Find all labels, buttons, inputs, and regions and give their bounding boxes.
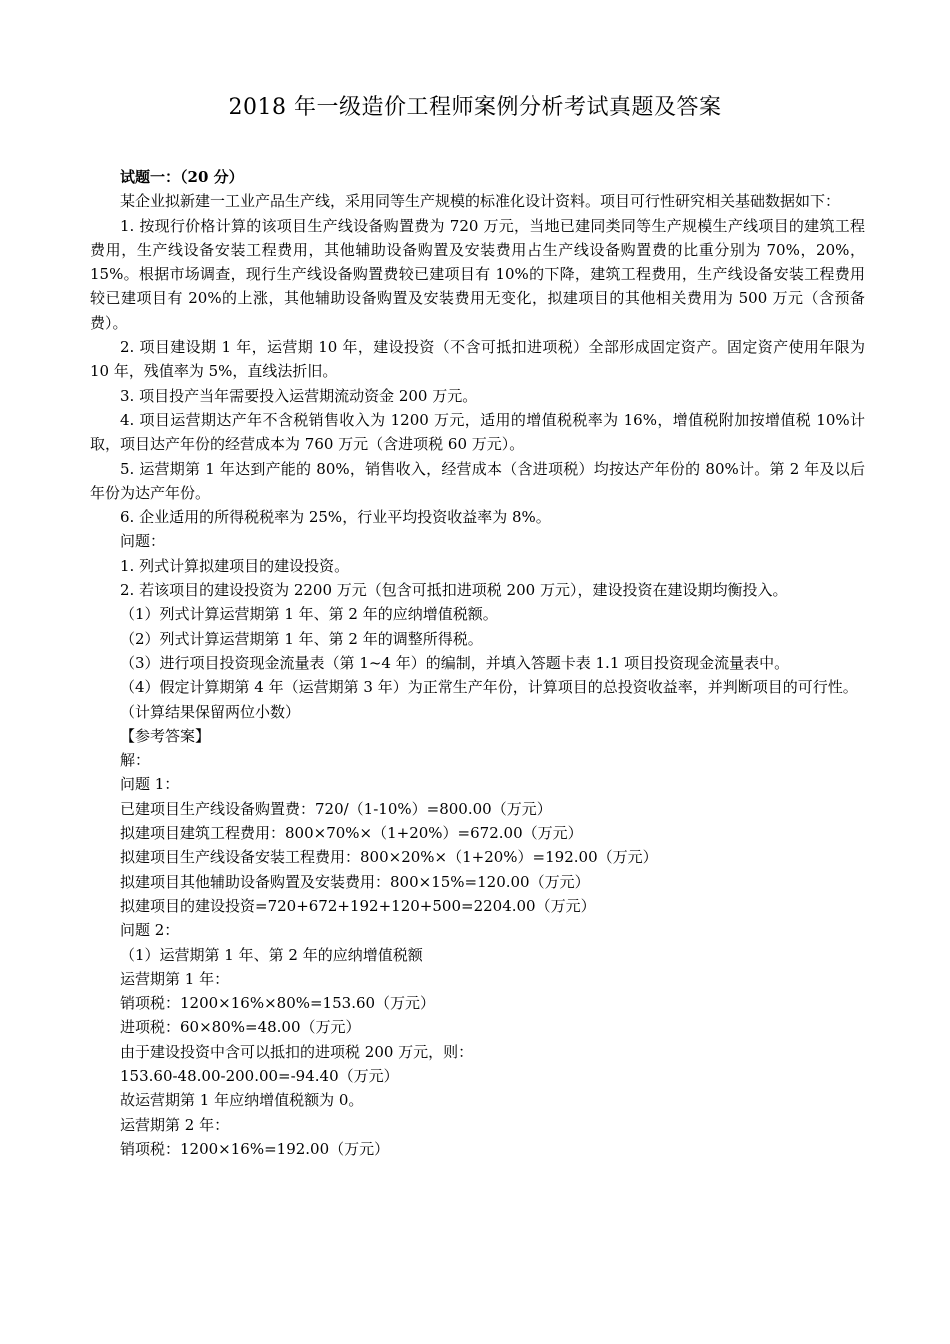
paragraph: （1）运营期第 1 年、第 2 年的应纳增值税额 <box>120 945 423 964</box>
paragraph: 解： <box>120 751 151 770</box>
document-title: 2018 年一级造价工程师案例分析考试真题及答案 <box>228 95 722 120</box>
paragraph: 5. 运营期第 1 年达到产能的 80%，销售收入，经营成本（含进项税）均按达产年份的 80%计。第 2 年及以后年份为达产年份。 <box>90 459 865 502</box>
document-body <box>90 165 865 1161</box>
paragraph: （3）进行项目投资现金流量表（第 1~4 年）的编制，并填入答题卡表 1.1 项目投资现金流量表中。 <box>120 653 790 672</box>
paragraph: 运营期第 1 年： <box>120 969 230 988</box>
paragraph: 1. 列式计算拟建项目的建设投资。 <box>120 556 350 575</box>
paragraph: 2. 若该项目的建设投资为 2200 万元（包含可抵扣进项税 200 万元），建设投资在建设期均衡投入。 <box>120 581 788 600</box>
paragraph: 拟建项目的建设投资=720+672+192+120+500=2204.00（万元） <box>120 896 596 915</box>
question-heading: 试题一：（20 分） <box>120 168 244 186</box>
paragraph: 拟建项目生产线设备安装工程费用：800×20%×（1+20%）=192.00（万元） <box>120 848 658 867</box>
paragraph: （1）列式计算运营期第 1 年、第 2 年的应纳增值税额。 <box>120 605 498 624</box>
paragraph: 1. 按现行价格计算的该项目生产线设备购置费为 720 万元，当地已建同类同等生产规模生产线项目的建筑工程费用，生产线设备安装工程费用，其他辅助设备购置及安装费用占生产线设备购置费的比重分别为 70%，20%，15%。根据市场调查，现行生产线设备购置费较已建项目有 10%的下降，建筑工程费用，生产线设备安装工程费用较已建项目有 20%的上涨，其他辅助设备购置及安装费用无变化，拟建项目的其他相关费用为 500 万元（含预备费）。 <box>90 216 865 332</box>
paragraph: 进项税：60×80%=48.00（万元） <box>120 1018 361 1037</box>
paragraph: 销项税：1200×16%=192.00（万元） <box>120 1139 390 1158</box>
paragraph: 某企业拟新建一工业产品生产线，采用同等生产规模的标准化设计资料。项目可行性研究相关基础数据如下： <box>120 192 841 211</box>
paragraph: （计算结果保留两位小数） <box>120 702 301 721</box>
paragraph: 问题 2： <box>120 921 180 940</box>
paragraph: 问题： <box>120 532 166 551</box>
paragraph: 3. 项目投产当年需要投入运营期流动资金 200 万元。 <box>120 386 478 405</box>
paragraph: 2. 项目建设期 1 年，运营期 10 年，建设投资（不含可抵扣进项税）全部形成固定资产。固定资产使用年限为 10 年，残值率为 5%，直线法折旧。 <box>90 338 865 381</box>
paragraph: 拟建项目建筑工程费用：800×70%×（1+20%）=672.00（万元） <box>120 824 583 843</box>
paragraph: 4. 项目运营期达产年不含税销售收入为 1200 万元，适用的增值税税率为 16%，增值税附加按增值税 10%计取，项目达产年份的经营成本为 760 万元（含进项税 60 万元）。 <box>90 410 865 454</box>
paragraph: （4）假定计算期第 4 年（运营期第 3 年）为正常生产年份，计算项目的总投资收益率，并判断项目的可行性。 <box>120 678 858 697</box>
paragraph: 由于建设投资中含可以抵扣的进项税 200 万元，则： <box>120 1042 474 1061</box>
paragraph: 运营期第 2 年： <box>120 1115 230 1134</box>
paragraph: 153.60-48.00-200.00=-94.40（万元） <box>120 1066 399 1085</box>
paragraph: 销项税：1200×16%×80%=153.60（万元） <box>120 994 436 1013</box>
paragraph: （2）列式计算运营期第 1 年、第 2 年的调整所得税。 <box>120 629 483 648</box>
paragraph: 已建项目生产线设备购置费：720/（1-10%）=800.00（万元） <box>120 799 552 818</box>
paragraph: 【参考答案】 <box>120 726 211 745</box>
paragraph: 问题 1： <box>120 775 180 794</box>
paragraph: 6. 企业适用的所得税税率为 25%，行业平均投资收益率为 8%。 <box>120 508 551 527</box>
paragraph: 故运营期第 1 年应纳增值税额为 0。 <box>120 1091 364 1110</box>
paragraph: 拟建项目其他辅助设备购置及安装费用：800×15%=120.00（万元） <box>120 872 590 891</box>
